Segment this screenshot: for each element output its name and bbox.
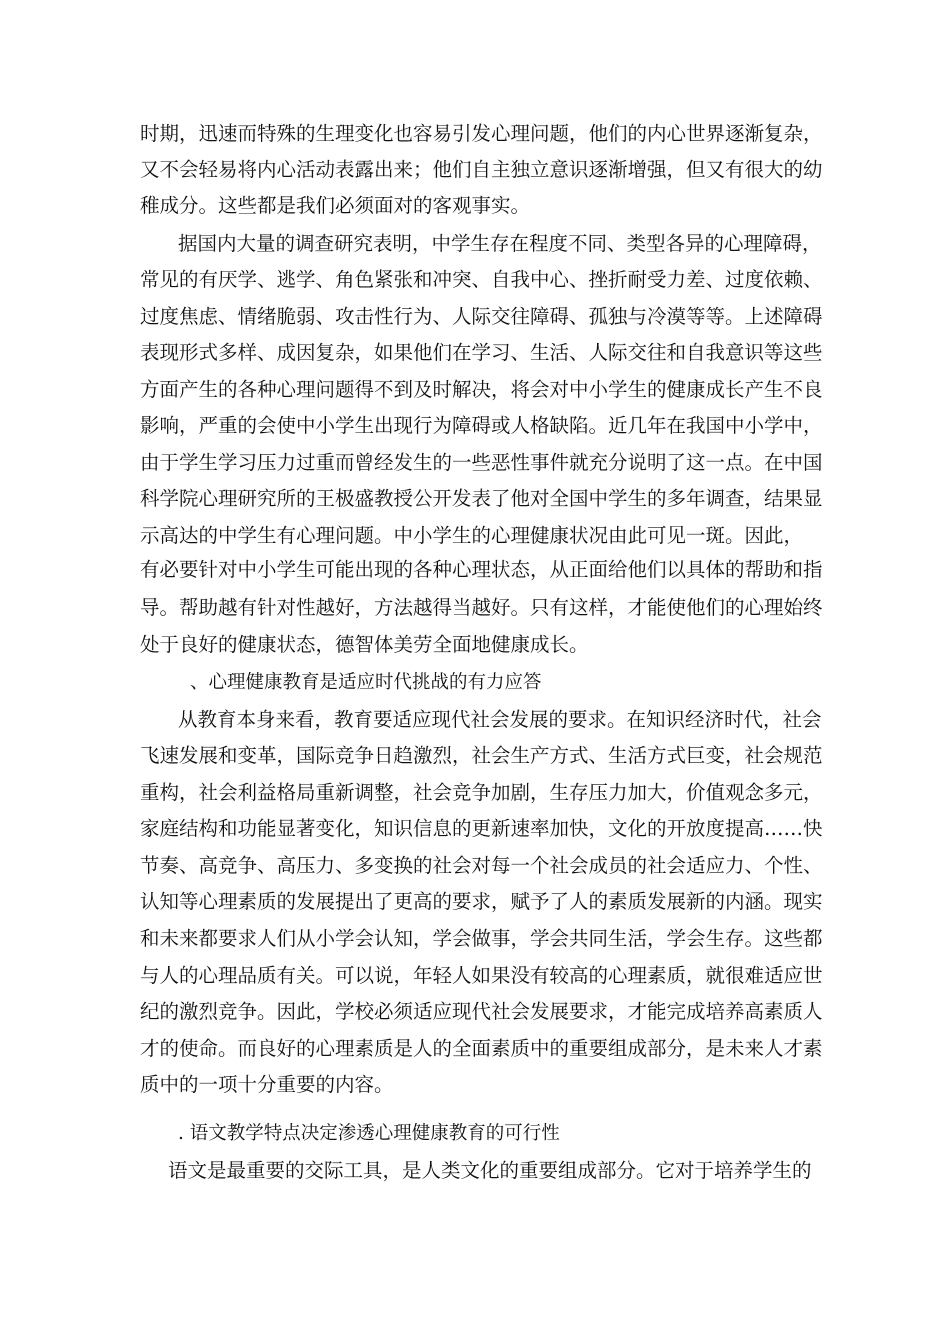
text-line: 由于学生学习压力过重而曾经发生的一些恶性事件就充分说明了这一点。在中国 — [140, 451, 823, 474]
text-line: 节奏、高竞争、高压力、多变换的社会对每一个社会成员的社会适应力、个性、 — [140, 854, 823, 877]
text-line: 家庭结构和功能显著变化，知识信息的更新速率加快，文化的开放度提高……快 — [140, 817, 823, 840]
text-line: 才的使命。而良好的心理素质是人的全面素质中的重要组成部分，是未来人才素 — [140, 1037, 823, 1060]
text-line: 和未来都要求人们从小学会认知，学会做事，学会共同生活，学会生存。这些都 — [140, 927, 823, 950]
text-line: 表现形式多样、成因复杂，如果他们在学习、生活、人际交往和自我意识等这些 — [140, 341, 823, 364]
text-line: 质中的一项十分重要的内容。 — [140, 1073, 394, 1096]
text-line: 科学院心理研究所的王极盛教授公开发表了他对全国中学生的多年调查，结果显 — [140, 487, 823, 510]
paragraph-first-line: 语文是最重要的交际工具，是人类文化的重要组成部分。它对于培养学生的 — [168, 1159, 812, 1182]
paragraph-first-line: 据国内大量的调查研究表明，中学生存在程度不同、类型各异的心理障碍， — [178, 232, 822, 255]
text-line: 重构，社会利益格局重新调整，社会竞争加剧，生存压力加大，价值观念多元， — [140, 781, 823, 804]
text-line: 示高达的中学生有心理问题。中小学生的心理健康状况由此可见一斑。因此， — [140, 524, 804, 547]
text-line: 处于良好的健康状态，德智体美劳全面地健康成长。 — [140, 633, 589, 656]
text-line: 飞速发展和变革，国际竞争日趋激烈，社会生产方式、生活方式巨变，社会规范 — [140, 744, 823, 767]
text-line: 又不会轻易将内心活动表露出来；他们自主独立意识逐渐增强，但又有很大的幼 — [140, 158, 823, 181]
text-line: 影响，严重的会使中小学生出现行为障碍或人格缺陷。近几年在我国中小学中， — [140, 414, 823, 437]
text-line: 稚成分。这些都是我们必须面对的客观事实。 — [140, 194, 531, 217]
text-line: 有必要针对中小学生可能出现的各种心理状态，从正面给他们以具体的帮助和指 — [140, 558, 823, 581]
text-line: 方面产生的各种心理问题得不到及时解决，将会对中小学生的健康成长产生不良 — [140, 378, 823, 401]
section-heading: . 语文教学特点决定渗透心理健康教育的可行性 — [178, 1123, 560, 1144]
text-line: 常见的有厌学、逃学、角色紧张和冲突、自我中心、挫折耐受力差、过度依赖、 — [140, 268, 823, 291]
section-heading: 、心理健康教育是适应时代挑战的有力应答 — [190, 672, 542, 693]
text-line: 导。帮助越有针对性越好，方法越得当越好。只有这样，才能使他们的心理始终 — [140, 596, 823, 619]
text-line: 时期，迅速而特殊的生理变化也容易引发心理问题，他们的内心世界逐渐复杂， — [140, 122, 823, 145]
text-line: 过度焦虑、情绪脆弱、攻击性行为、人际交往障碍、孤独与冷漠等等。上述障碍 — [140, 305, 823, 328]
paragraph-first-line: 从教育本身来看，教育要适应现代社会发展的要求。在知识经济时代，社会 — [178, 708, 822, 731]
text-line: 认知等心理素质的发展提出了更高的要求，赋予了人的素质发展新的内涵。现实 — [140, 890, 823, 913]
text-line: 纪的激烈竞争。因此，学校必须适应现代社会发展要求，才能完成培养高素质人 — [140, 1000, 823, 1023]
text-line: 与人的心理品质有关。可以说，年轻人如果没有较高的心理素质，就很难适应世 — [140, 964, 823, 987]
